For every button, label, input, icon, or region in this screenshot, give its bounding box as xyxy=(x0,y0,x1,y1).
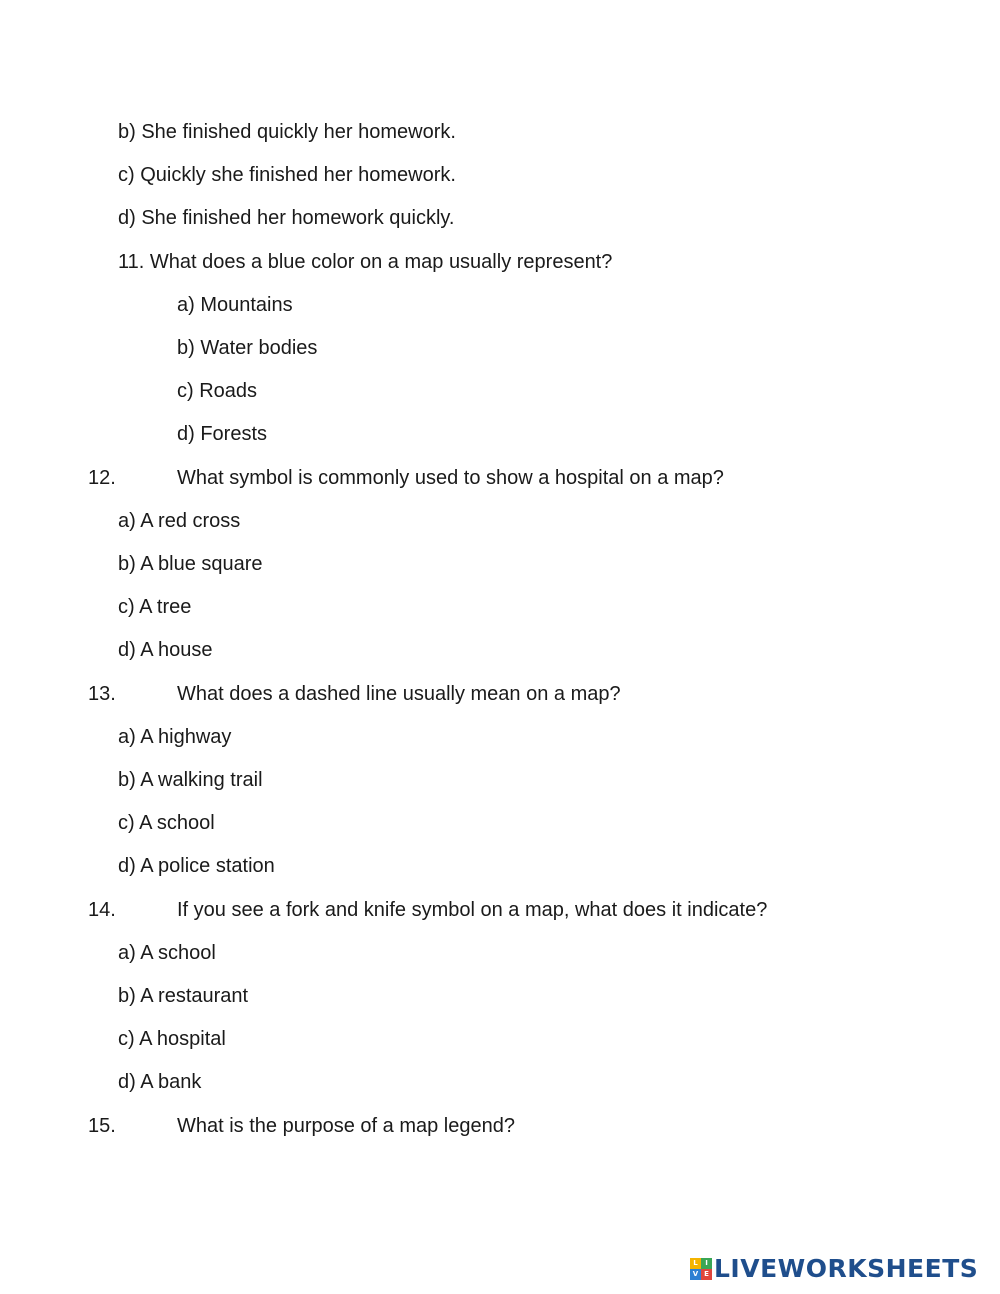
q13-option-c: c) A school xyxy=(118,812,215,834)
q12-option-d: d) A house xyxy=(118,639,213,661)
q12-number: 12. xyxy=(88,467,116,489)
q12-question: What symbol is commonly used to show a hospital on a map? xyxy=(177,467,724,489)
liveworksheets-logo xyxy=(690,1254,978,1284)
q13-option-b: b) A walking trail xyxy=(118,769,263,791)
logo-mark-l: L xyxy=(690,1258,701,1269)
q11-option-a: a) Mountains xyxy=(177,294,293,316)
q14-option-b: b) A restaurant xyxy=(118,985,249,1007)
q10-option-d: d) She finished her homework quickly. xyxy=(118,207,455,229)
q14-number: 14. xyxy=(88,899,116,921)
logo-mark-icon xyxy=(690,1258,712,1280)
logo-mark-v: V xyxy=(690,1269,701,1280)
q15-question: What is the purpose of a map legend? xyxy=(177,1115,515,1137)
q12-option-a: a) A red cross xyxy=(118,510,241,532)
logo-mark-e: E xyxy=(701,1269,712,1280)
q15-number: 15. xyxy=(88,1115,116,1137)
logo-mark-i: I xyxy=(701,1258,712,1269)
q13-option-d: d) A police station xyxy=(118,855,275,877)
q10-option-b: b) She finished quickly her homework. xyxy=(118,121,456,143)
q14-option-d: d) A bank xyxy=(118,1071,202,1093)
logo-text: LIVEWORKSHEETS xyxy=(714,1254,979,1283)
q13-number: 13. xyxy=(88,683,116,705)
q11-option-c: c) Roads xyxy=(177,380,258,402)
q13-option-a: a) A highway xyxy=(118,726,232,748)
q14-option-c: c) A hospital xyxy=(118,1028,226,1050)
q12-option-b: b) A blue square xyxy=(118,553,263,575)
q10-option-c: c) Quickly she finished her homework. xyxy=(118,164,456,186)
q12-option-c: c) A tree xyxy=(118,596,192,618)
q14-question: If you see a fork and knife symbol on a map, what does it indicate? xyxy=(177,899,768,921)
q13-question: What does a dashed line usually mean on a map? xyxy=(177,683,621,705)
q11-option-b: b) Water bodies xyxy=(177,337,318,359)
q14-option-a: a) A school xyxy=(118,942,216,964)
q11-question: 11. What does a blue color on a map usually represent? xyxy=(118,251,613,273)
q11-option-d: d) Forests xyxy=(177,423,268,445)
